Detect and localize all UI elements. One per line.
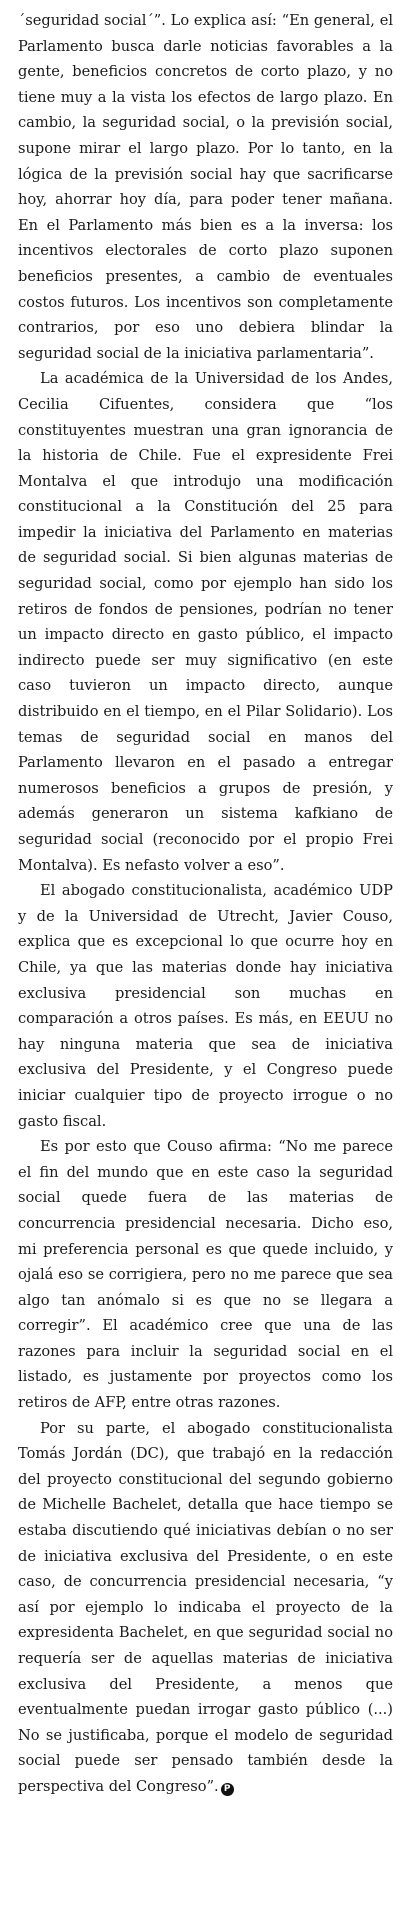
article-paragraph-5 (18, 1416, 393, 1800)
article-paragraph-3 (18, 878, 393, 1134)
end-of-article-icon: P (221, 1783, 234, 1796)
article-paragraph-2 (18, 366, 393, 878)
paragraph-4-text: Es por esto que Couso afirma: “No me parece el fin del mundo que en este caso la seguridad social quede fuera de las materias de concurrencia presidencial necesaria. Dicho eso, mi preferencia personal es que quede incluido, y ojalá eso se corrigiera, pero no me parece que sea algo tan anómalo si es que no se llegara a corregir”. El académico cree que una de las razones para incluir la seguridad social en el listado, es justamente por proyectos como los retiros de AFP, entre otras razones. (18, 1138, 393, 1412)
paragraph-2-text: La académica de la Universidad de los Andes, Cecilia Cifuentes, considera que “los constituyentes muestran una gran ignorancia de la historia de Chile. Fue el expresidente Frei Montalva el que introdujo una modificación constitucional a la Constitución del 25 para impedir la iniciativa del Parlamento en materias de seguridad social. Si bien algunas materias de seguridad social, como por ejemplo han sido los retiros de fondos de pensiones, podrían no tener un impacto directo en gasto público, el impacto indirecto puede ser muy significativo (en este caso tuvieron un impacto directo, aunque distribuido en el tiempo, en el Pilar Solidario). Los temas de seguridad social en manos del Parlamento llevaron en el pasado a entregar numerosos beneficios a grupos de presión, y además generaron un sistema kafkiano de seguridad social (reconocido por el propio Frei Montalva). Es nefasto volver a eso”. (18, 370, 393, 874)
article-paragraph-4 (18, 1134, 393, 1416)
paragraph-1-text: ´seguridad social´”. Lo explica así: “En general, el Parlamento busca darle noticias favorables a la gente, beneficios concretos de corto plazo, y no tiene muy a la vista los efectos de largo plazo. En cambio, la seguridad social, o la previsión social, supone mirar el largo plazo. Por lo tanto, en la lógica de la previsión social hay que sacrificarse hoy, ahorrar hoy día, para poder tener mañana. En el Parlamento más bien es a la inversa: los incentivos electorales de corto plazo suponen beneficios presentes, a cambio de eventuales costos futuros. Los incentivos son completamente contrarios, por eso uno debiera blindar la seguridad social de la iniciativa parlamentaria”. (18, 12, 393, 362)
paragraph-3-text: El abogado constitucionalista, académico UDP y de la Universidad de Utrecht, Javier Couso, explica que es excepcional lo que ocurre hoy en Chile, ya que las materias donde hay iniciativa exclusiva presidencial son muchas en comparación a otros países. Es más, en EEUU no hay ninguna materia que sea de iniciativa exclusiva del Presidente, y el Congreso puede iniciar cualquier tipo de proyecto irrogue o no gasto fiscal. (18, 882, 393, 1130)
article-paragraph-1 (18, 8, 393, 366)
paragraph-5-text: Por su parte, el abogado constitucionalista Tomás Jordán (DC), que trabajó en la redacción del proyecto constitucional del segundo gobierno de Michelle Bachelet, detalla que hace tiempo se estaba discutiendo qué iniciativas debían o no ser de iniciativa exclusiva del Presidente, o en este caso, de concurrencia presidencial necesaria, “y así por ejemplo lo indicaba el proyecto de la expresidenta Bachelet, en que seguridad social no requería ser de aquellas materias de iniciativa exclusiva del Presidente, a menos que eventualmente puedan irrogar gasto público (...) No se justificaba, porque el modelo de seguridad social puede ser pensado también desde la perspectiva del Congreso”. (18, 1419, 393, 1795)
